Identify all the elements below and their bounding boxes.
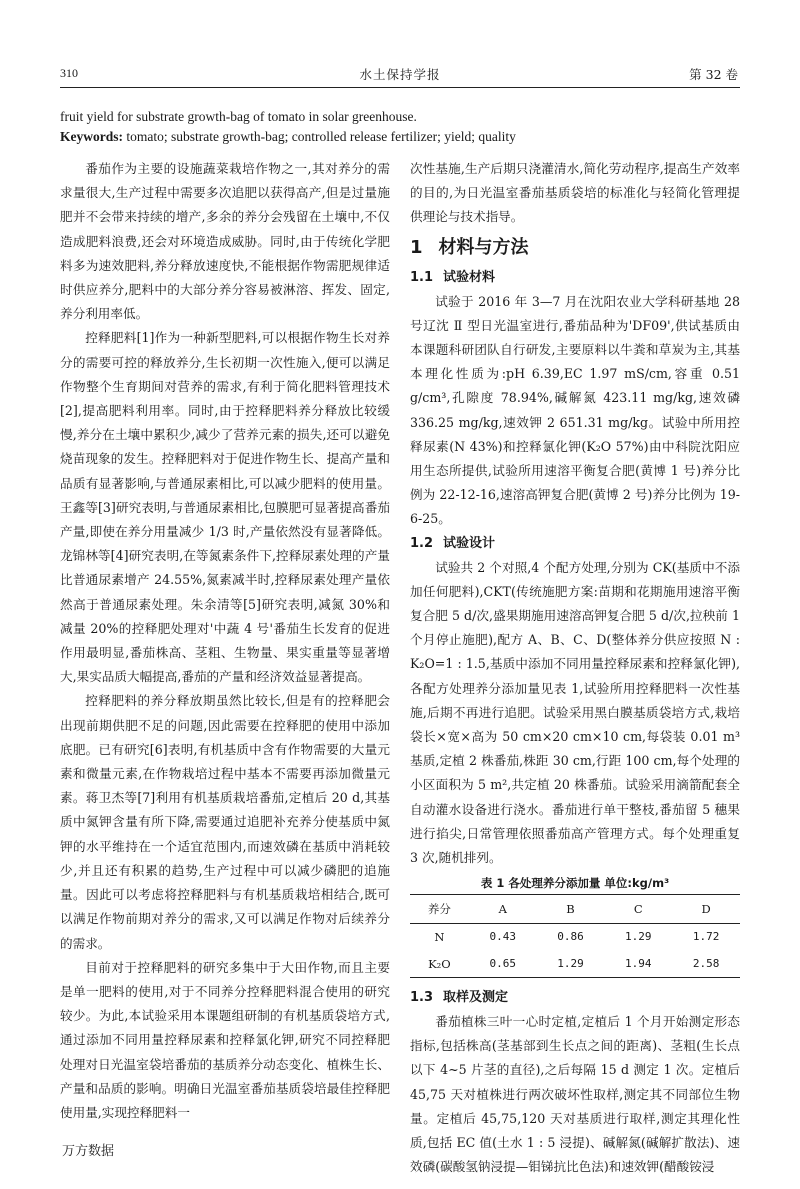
table-cell: 2.58 bbox=[672, 951, 740, 978]
subsection-title: 试验材料 bbox=[443, 269, 496, 285]
keywords-line bbox=[60, 127, 740, 147]
body-paragraph: 试验于 2016 年 3—7 月在沈阳农业大学科研基地 28 号辽沈 Ⅱ 型日光温室进行,番茄品种为'DF09',供试基质由本课题科研团队自行研发,主要原料以牛粪和草炭为主,其基本理化性质为:pH 6.39,EC 1.97 mS/cm,容重 0.51 g/cm³,孔隙度 78.94%,碱解氮 423.11 mg/kg,速效磷 336.25 mg/kg,速效钾 2 651.31 mg/kg。试验中所用控释尿素(N 43%)和控释氯化钾(K₂O 57%)由中科院沈阳应用生态所提供,试验所用速溶平衡复合肥(黄博 1 号)养分比例为 22-12-16,速溶高钾复合肥(黄博 2 号)养分比例为 19-6-25。 bbox=[410, 293, 740, 527]
table-cell: 0.86 bbox=[557, 930, 584, 944]
table-cell: 1.29 bbox=[625, 930, 652, 944]
body-paragraph: 试验共 2 个对照,4 个配方处理,分别为 CK(基质中不添加任何肥料),CKT(传统施肥方案:苗期和花期施用速溶平衡复合肥 5 d/次,盛果期施用速溶高钾复合肥 5 d/次,拉秧前 1 个月停止施肥),配方 A、B、C、D(整体养分供应按照 N : K₂O=1 : 1.5,基质中添加不同用量控释尿素和控释氯化钾),各配方处理养分添加量见表 1,试验所用控释肥料一次性基施,后期不再进行追肥。试验采用黑白膜基质袋培方式,栽培袋长×宽×高为 50 cm×20 cm×10 cm,每袋装 0.01 m³ 基质,定植 2 株番茄,株距 30 cm,行距 100 cm,每个处理的小区面积为 5 m²,共定植 20 株番茄。试验采用滴箭配套全自动灌水设备进行浇水。番茄进行单干整枝,番茄留 5 穗果进行掐尖,日常管理依照番茄高产管理方式。每个处理重复 3 次,随机排列。 bbox=[410, 559, 740, 866]
table-cell: 1.72 bbox=[692, 930, 720, 944]
header-rule bbox=[60, 87, 740, 88]
subsection-heading bbox=[410, 986, 740, 1010]
journal-title: 水土保持学报 bbox=[359, 67, 441, 82]
page-number: 310 bbox=[60, 66, 78, 80]
table-header-cell: D bbox=[672, 895, 740, 924]
subsection-number: 1.3 bbox=[410, 989, 434, 1005]
table-header-cell: A bbox=[469, 895, 537, 924]
table-cell: 0.65 bbox=[469, 951, 537, 978]
section-number: 1 bbox=[410, 236, 423, 258]
watermark-footer: 万方数据 bbox=[62, 1144, 115, 1159]
subsection-number: 1.1 bbox=[410, 269, 434, 285]
table-cell: 1.29 bbox=[537, 951, 605, 978]
table-cell: K₂O bbox=[410, 951, 469, 978]
subsection-heading bbox=[410, 266, 740, 290]
abstract-tail: fruit yield for substrate growth-bag of tomato in solar greenhouse. bbox=[60, 109, 417, 124]
body-paragraph: 控释肥料的养分释放期虽然比较长,但是有的控释肥会出现前期供肥不足的问题,因此需要在控释肥的使用中添加底肥。已有研究[6]表明,有机基质中含有作物需要的大量元素和微量元素,在作物栽培过程中基本不需要再添加微量元素。蒋卫杰等[7]利用有机基质栽培番茄,定植后 20 d,其基质中氮钾含量有所下降,需要通过追肥补充养分使基质中氮钾的水平维持在一个适宜范围内,而速效磷在基质中消耗较少,并且还有积累的趋势,生产过程中可以减少磷肥的追施量。因此可以考虑将控释肥料与有机基质栽培相结合,既可以满足作物前期对养分的需求,又可以满足作物对后续养分的需求。 bbox=[60, 693, 390, 951]
table-caption: 表 1 各处理养分添加量 单位:kg/m³ bbox=[480, 876, 670, 891]
body-paragraph: 次性基施,生产后期只浇灌清水,简化劳动程序,提高生产效率的目的,为日光温室番茄基质袋培的标准化与轻简化管理提供理论与技术指导。 bbox=[410, 161, 740, 225]
section-heading bbox=[410, 232, 740, 264]
subsection-title: 试验设计 bbox=[443, 535, 496, 551]
volume-label: 第 32 卷 bbox=[689, 67, 738, 82]
body-paragraph: 控释肥料[1]作为一种新型肥料,可以根据作物生长对养分的需要可控的释放养分,生长初期一次性施入,便可以满足作物整个生育期间对营养的需求,有利于简化肥料管理技术[2],提高肥料利用率。同时,由于控释肥料养分释放比较缓慢,养分在土壤中累积少,减少了营养元素的损失,还可以避免烧苗现象的发生。控释肥料对于促进作物生长、提高产量和品质有显著影响,与普通尿素相比,可以减少肥料的使用量。王鑫等[3]研究表明,与普通尿素相比,包膜肥可显著提高番茄产量,即使在养分用量减少 1/3 时,产量依然没有显著降低。龙锦林等[4]研究表明,在等氮素条件下,控释尿素处理的产量比普通尿素增产 24.55%,氮素减半时,控释尿素处理产量依然高于普通尿素处理。朱余清等[5]研究表明,减氮 30%和减量 20%的控释肥处理对'中蔬 4 号'番茄生长发育的促进作用最明显,番茄株高、茎粗、生物量、果实重量等显著增大,果实品质大幅提高,番茄的产量和经济效益显著提高。 bbox=[60, 330, 390, 685]
table-header-row bbox=[410, 895, 740, 924]
keywords-label: Keywords: bbox=[60, 129, 123, 144]
body-paragraph: 番茄植株三叶一心时定植,定植后 1 个月开始测定形态指标,包括株高(茎基部到生长点之间的距离)、茎粗(生长点以下 4~5 片茎的直径),之后每隔 15 d 测定 1 次。定植后 45,75 天对植株进行两次破坏性取样,测定其不同部位生物量。定植后 45,75,120 天对基质进行取样,测定其理化性质,包括 EC 值(土水 1 : 5 浸提)、碱解氮(碱解扩散法)、速效磷(碳酸氢钠浸提—钼锑抗比色法)和速效钾(醋酸铵浸 bbox=[410, 1013, 740, 1175]
keywords-text: tomato; substrate growth-bag; controlled release fertilizer; yield; quality bbox=[123, 129, 516, 144]
table-cell: 0.43 bbox=[489, 930, 516, 944]
table-header-cell: C bbox=[604, 895, 672, 924]
body-paragraph: 目前对于控释肥料的研究多集中于大田作物,而且主要是单一肥料的使用,对于不同养分控释肥料混合使用的研究较少。为此,本试验采用本课题组研制的有机基质袋培方式,通过添加不同用量控释尿素和控释氯化钾,研究不同控释肥处理对日光温室袋培番茄的基质养分动态变化、植株生长、产量和品质的影响。明确日光温室番茄基质袋培最佳控释肥使用量,实现控释肥料一 bbox=[60, 959, 390, 1120]
page-header bbox=[60, 62, 740, 86]
subsection-number: 1.2 bbox=[410, 535, 434, 551]
section-title: 材料与方法 bbox=[438, 236, 529, 258]
table-row bbox=[410, 951, 740, 978]
table-cell: 1.94 bbox=[604, 951, 672, 978]
nutrient-table bbox=[410, 894, 740, 978]
subsection-heading bbox=[410, 532, 740, 556]
table-header-cell: B bbox=[537, 895, 605, 924]
table-row bbox=[410, 924, 740, 951]
table-cell: N bbox=[434, 930, 445, 945]
left-column bbox=[60, 157, 390, 1125]
table-header-cell: 养分 bbox=[410, 895, 469, 924]
body-paragraph: 番茄作为主要的设施蔬菜栽培作物之一,其对养分的需求量很大,生产过程中需要多次追肥以获得高产,但是过量施肥并不会带来持续的增产,多余的养分会残留在土壤中,不仅造成肥料浪费,还会对环境造成威胁。同时,由于传统化学肥料多为速效肥料,养分释放速度快,不能根据作物需肥规律适时供应养分,肥料中的大部分养分容易被淋溶、挥发、固定,养分利用率低。 bbox=[60, 161, 390, 322]
right-column bbox=[410, 157, 740, 1179]
subsection-title: 取样及测定 bbox=[443, 989, 509, 1005]
